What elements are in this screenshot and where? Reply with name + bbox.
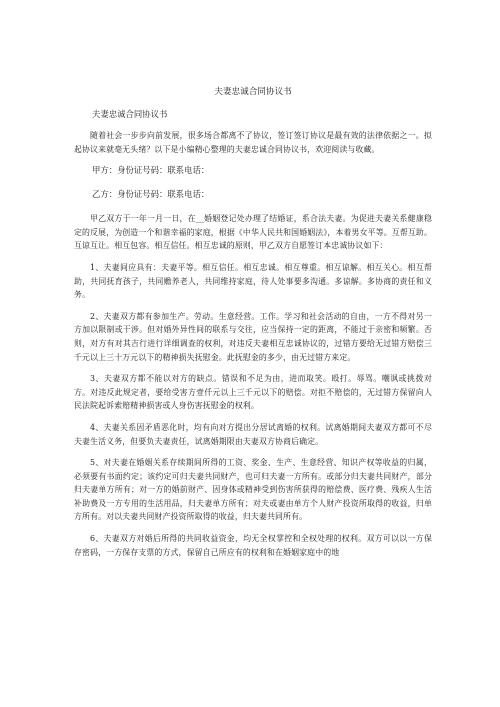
- preamble-paragraph: 甲乙双方于一年一月一日，在__婚姻登记处办理了结婚证，系合法夫妻。为促进夫妻关系健康稳定的反展，为创造一个和谐幸福的家庭，根据《中华人民共和国婚姻法》，本着男女平等。互帮互助。互谅互让。相互包容。相互信任。相互忠诚的原则，甲乙双方自愿签订本忠诚协议如下：: [74, 214, 432, 251]
- clause-3: 3、夫妻双方都不能以对方的缺点。错误和不足为由，进而取笑。殴打。辱骂。嘲讽或挑拨对方。对违反此规定者，要给受害方壹仟元以上三千元以下的赔偿。对拒不赔偿的，无过错方保留向人民法院起诉索赔精神损害或人身伤害抚慰金的权利。: [74, 374, 432, 411]
- document-subtitle: 夫妻忠诚合同协议书: [92, 109, 168, 119]
- document-title: 夫妻忠诚合同协议书: [214, 87, 292, 97]
- intro-paragraph: 随着社会一步步向前发展，很多场合都离不了协议，签订签订协议是最有效的法律依据之一。拟起协议来就毫无头绪？以下是小编精心整理的夫妻忠诚合同协议书，欢迎阅读与收藏。: [74, 131, 432, 154]
- party-b-line: 乙方：身份证号码：联系电话：: [92, 189, 210, 200]
- clause-4: 4、夫妻关系因矛盾恶化时，均有向对方提出分居试离婚的权利。试离婚期间夫妻双方都可不尽夫妻生活义务，但要负夫妻责任，试离婚期限由夫妻双方协商后确定。: [74, 422, 432, 446]
- clause-6: 6、夫妻双方对婚后所得的共同收益资金，均无全权掌控和全权处理的权利。双方可以以一方保存密码，一方保存支票的方式，保留自己所应有的权利和在婚姻家庭中的地: [74, 534, 432, 557]
- clause-2: 2、夫妻双方都有参加生产。劳动。生意经营。工作。学习和社会活动的自由，一方不得对另一方加以限制或干涉。但对婚外异性间的联系与交往，应当保持一定的距离，不能过于亲密和频繁。否则，对方有对其吉行进行详细调查的权利，对违反夫妻相互忠诚协议的，过错方要给无过错方赔偿三千元以上三十万元以下的精神损失抚慰金。此抚慰金的多少，由无过错方来定。: [74, 311, 432, 362]
- party-a-line: 甲方：身份证号码：联系电话：: [92, 165, 210, 176]
- clause-5: 5、对夫妻在婚姻关系存续期间所得的工资、奖金、生产、生意经营、知识产权等收益的归属，必须要有书面约定；该约定可归夫妻共同财产，也可归夫妻一方所有。或部分归夫妻共同财产，部分归夫妻单方所有；对一方的婚前财产、因身体或精神受到伤害所获得的赔偿费、医疗费、残疾人生活补助费及一方专用的生活用品，归夫妻单方所有；对夫或妻由单方个人财产投资所取得的收益，归单方所有。对以夫妻共同财产投资所取得的收益，归夫妻共同所有。: [74, 458, 432, 522]
- clause-1: 1、夫妻间应具有：夫妻平等。相互信任。相互忠诚。相互尊重。相互谅解。相互关心。相互帮助，共同抚育孩子，共同赡养老人，共同维持家庭，待人处事要多沟通。多谅解。多协商的责任和义务。: [74, 262, 432, 300]
